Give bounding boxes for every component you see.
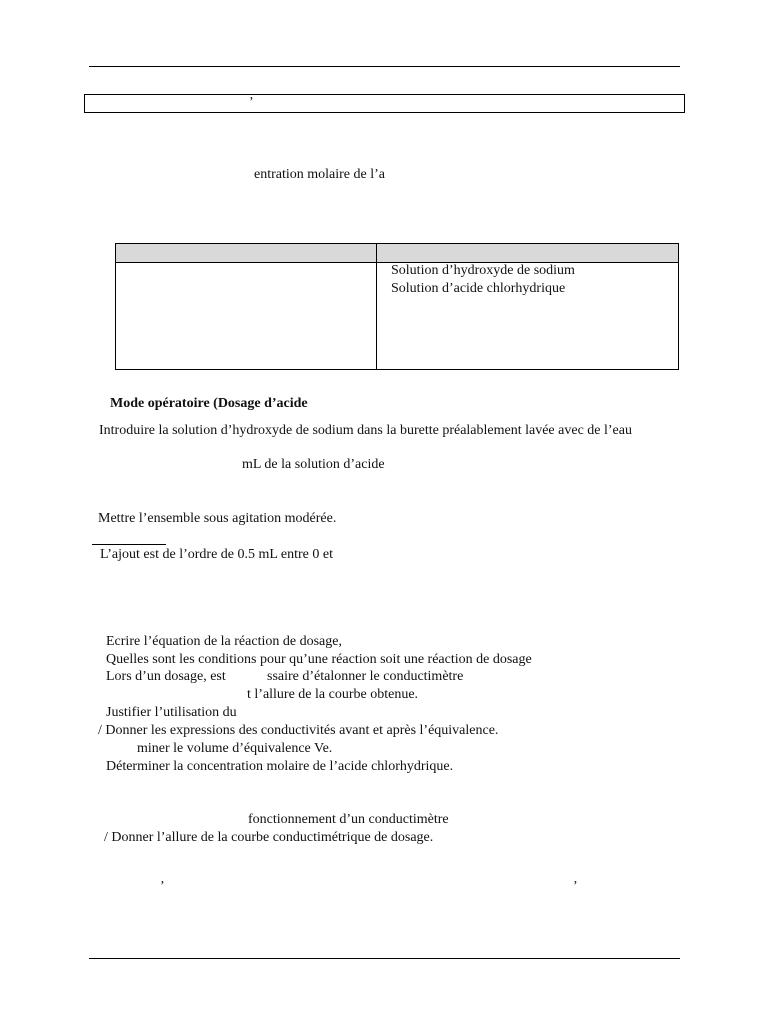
extra-item: fonctionnement d’un conductimètre [248,812,449,827]
question-item: Lors d’un dosage, est [106,669,226,684]
procedure-step: L’ajout est de l’ordre de 0.5 mL entre 0 et [100,547,333,562]
procedure-step: mL de la solution d’acide [242,457,385,472]
question-item: Ecrire l’équation de la réaction de dosage, [106,634,342,649]
question-item: miner le volume d’équivalence Ve. [137,741,333,756]
footer-mark-right: ’ [573,879,578,894]
materials-item: Solution d’acide chlorhydrique [391,281,566,296]
materials-table-header [116,244,678,263]
procedure-heading: Mode opératoire (Dosage d’acide [110,396,308,411]
question-item: Justifier l’utilisation du [106,705,237,720]
top-rule [89,66,680,67]
materials-item: Solution d’hydroxyde de sodium [391,263,575,278]
title-box [84,94,685,113]
extra-item: / Donner l’allure de la courbe conductimétrique de dosage. [104,830,434,845]
question-item: t l’allure de la courbe obtenue. [247,687,419,702]
materials-table [115,243,679,370]
underline-mark [92,544,166,545]
procedure-step: Mettre l’ensemble sous agitation modérée. [98,511,337,526]
question-item: Quelles sont les conditions pour qu’une réaction soit une réaction de dosage [106,652,532,667]
bottom-rule [89,958,680,959]
footer-mark-left: ’ [160,879,165,894]
title-box-text: ’ [249,95,254,110]
question-item: / Donner les expressions des conductivités avant et après l’équivalence. [98,723,499,738]
question-item: ssaire d’étalonner le conductimètre [267,669,464,684]
question-item: Déterminer la concentration molaire de l’acide chlorhydrique. [106,759,454,774]
intro-fragment: entration molaire de l’a [254,167,385,182]
materials-table-divider [376,244,377,369]
procedure-step: Introduire la solution d’hydroxyde de sodium dans la burette préalablement lavée avec de l’eau [99,423,632,438]
